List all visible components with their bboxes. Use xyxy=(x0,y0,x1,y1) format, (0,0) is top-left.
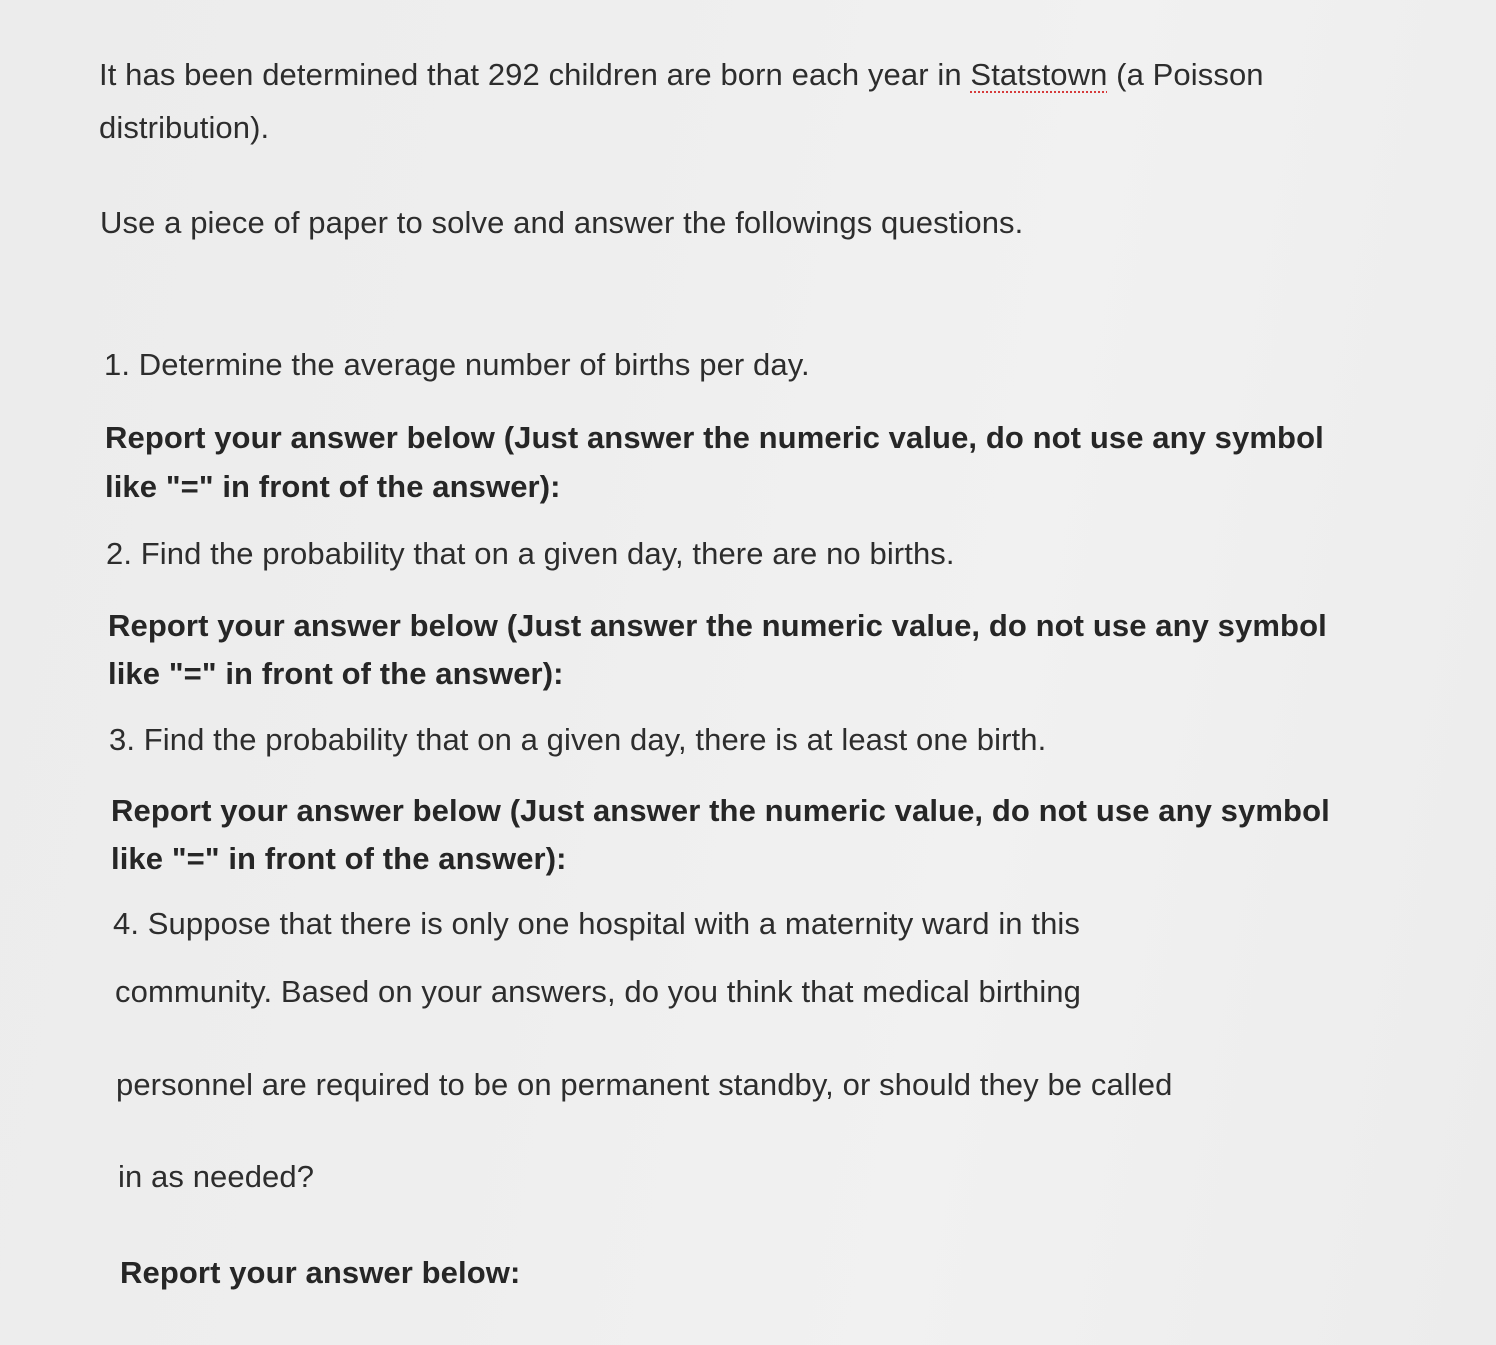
question-4-line-4: in as needed? xyxy=(118,1159,315,1194)
question-4-line-1: 4. Suppose that there is only one hospital with a maternity ward in this xyxy=(113,906,1081,941)
intro-text: It has been determined that 292 children are born each year in xyxy=(99,57,971,92)
question-1-report-label-2: like "=" in front of the answer): xyxy=(105,469,561,504)
intro-text-end: (a Poisson xyxy=(1107,57,1264,92)
question-3-answer-field[interactable] xyxy=(98,887,1368,889)
question-2-report-label: Report your answer below (Just answer the numeric value, do not use any symbol xyxy=(108,608,1327,643)
question-2-text: 2. Find the probability that on a given day, there are no births. xyxy=(106,536,955,571)
question-4-answer-field[interactable] xyxy=(98,1305,1368,1307)
question-1-report-label: Report your answer below (Just answer the numeric value, do not use any symbol xyxy=(105,420,1324,455)
question-2-answer-field[interactable] xyxy=(98,702,1368,704)
misspelled-word-statstown[interactable]: Statstown xyxy=(970,57,1108,92)
intro-line-1 xyxy=(99,58,1264,92)
question-1-answer-field[interactable] xyxy=(98,515,1368,517)
question-4-report-label: Report your answer below: xyxy=(120,1255,521,1290)
question-1-text: 1. Determine the average number of births per day. xyxy=(104,347,810,382)
question-3-report-label: Report your answer below (Just answer the numeric value, do not use any symbol xyxy=(111,793,1330,828)
question-3-text: 3. Find the probability that on a given day, there is at least one birth. xyxy=(109,722,1047,757)
question-2-report-label-2: like "=" in front of the answer): xyxy=(108,656,564,691)
question-4-line-3: personnel are required to be on permanent standby, or should they be called xyxy=(116,1067,1173,1102)
intro-line-2: distribution). xyxy=(99,110,270,145)
instruction-text: Use a piece of paper to solve and answer the followings questions. xyxy=(100,205,1024,240)
question-3-report-label-2: like "=" in front of the answer): xyxy=(111,841,567,876)
question-4-line-2: community. Based on your answers, do you think that medical birthing xyxy=(115,974,1081,1009)
